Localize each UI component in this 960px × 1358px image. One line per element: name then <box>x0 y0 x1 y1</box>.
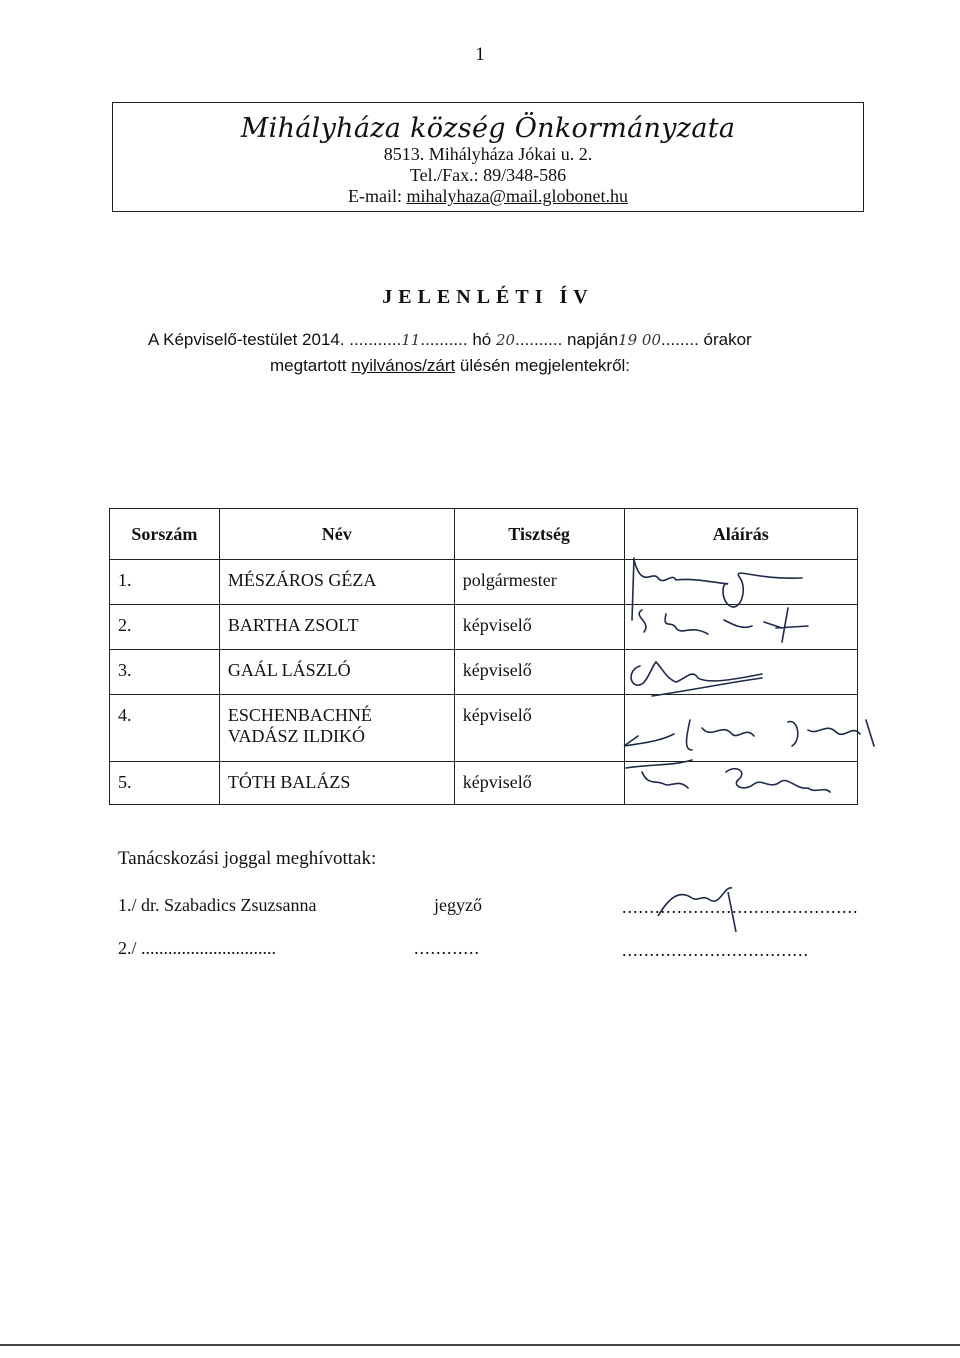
intro-line-2 <box>270 356 630 376</box>
member-role: képviselő <box>454 605 624 650</box>
row-number: 5. <box>110 762 220 805</box>
email-label: E-mail: <box>347 186 407 206</box>
email-line <box>113 186 863 207</box>
hour-handwritten: 19 00 <box>618 331 662 349</box>
invited-name-1: 1./ dr. Szabadics Zsuzsanna <box>118 895 317 915</box>
intro-line2-suffix: ülésén megjelentekről: <box>455 356 631 375</box>
row-number: 1. <box>110 560 220 605</box>
signature-2 <box>639 608 808 642</box>
intro-dots-d: ........ órakor <box>661 330 752 349</box>
day-handwritten: 20 <box>495 331 516 349</box>
signature-1 <box>632 558 802 620</box>
member-role: képviselő <box>454 650 624 695</box>
member-name: BARTHA ZSOLT <box>219 605 454 650</box>
scan-edge-line <box>0 1344 960 1346</box>
invited-role-2: ............ <box>414 938 480 958</box>
member-role: polgármester <box>454 560 624 605</box>
header-nev: Név <box>219 509 454 560</box>
intro-prefix: A Képviselő-testület 2014. <box>148 330 345 349</box>
invited-title: Tanácskozási joggal meghívottak: <box>118 848 377 869</box>
invited-signature-line-1: ........................................... <box>622 897 859 917</box>
letterhead-box <box>112 102 864 212</box>
intro-dots-b: .......... hó <box>420 330 496 349</box>
row-number: 4. <box>110 695 220 762</box>
signatures-overlay <box>612 550 882 810</box>
invited-role-1: jegyző <box>434 895 482 915</box>
member-role: képviselő <box>454 695 624 762</box>
month-handwritten: 11 <box>401 331 421 349</box>
signature-3 <box>631 662 762 696</box>
header-sorszam: Sorszám <box>110 509 220 560</box>
invited-signature-1 <box>640 876 760 936</box>
intro-line2-prefix: megtartott <box>270 356 352 375</box>
member-name: ESCHENBACHNÉ VADÁSZ ILDIKÓ <box>219 695 454 762</box>
session-type: nyilvános/zárt <box>351 356 456 375</box>
phone-line: Tel./Fax.: 89/348-586 <box>409 165 567 185</box>
intro-dots-a: ........... <box>344 330 402 349</box>
row-number: 3. <box>110 650 220 695</box>
intro-napjan: . napján <box>557 330 619 349</box>
address-line: 8513. Mihályháza Jókai u. 2. <box>383 144 593 164</box>
organization-name: Mihályháza község Önkormányzata <box>240 113 736 144</box>
page-number: 1 <box>475 44 485 65</box>
document-title: JELENLÉTI ÍV <box>382 286 594 308</box>
signature-5 <box>626 760 830 792</box>
intro-line-1 <box>148 330 752 350</box>
member-name: MÉSZÁROS GÉZA <box>219 560 454 605</box>
header-alairas: Aláírás <box>624 509 858 560</box>
member-name: TÓTH BALÁZS <box>219 762 454 805</box>
header-tisztseg: Tisztség <box>454 509 624 560</box>
member-role: képviselő <box>454 762 624 805</box>
email-link[interactable]: mihalyhaza@mail.globonet.hu <box>406 186 628 206</box>
member-name: GAÁL LÁSZLÓ <box>219 650 454 695</box>
intro-dots-c: ......... <box>515 330 558 349</box>
invited-name-2: 2./ .............................. <box>118 938 277 958</box>
row-number: 2. <box>110 605 220 650</box>
invited-signature-line-2: .................................. <box>622 940 809 960</box>
signature-4 <box>624 720 874 750</box>
